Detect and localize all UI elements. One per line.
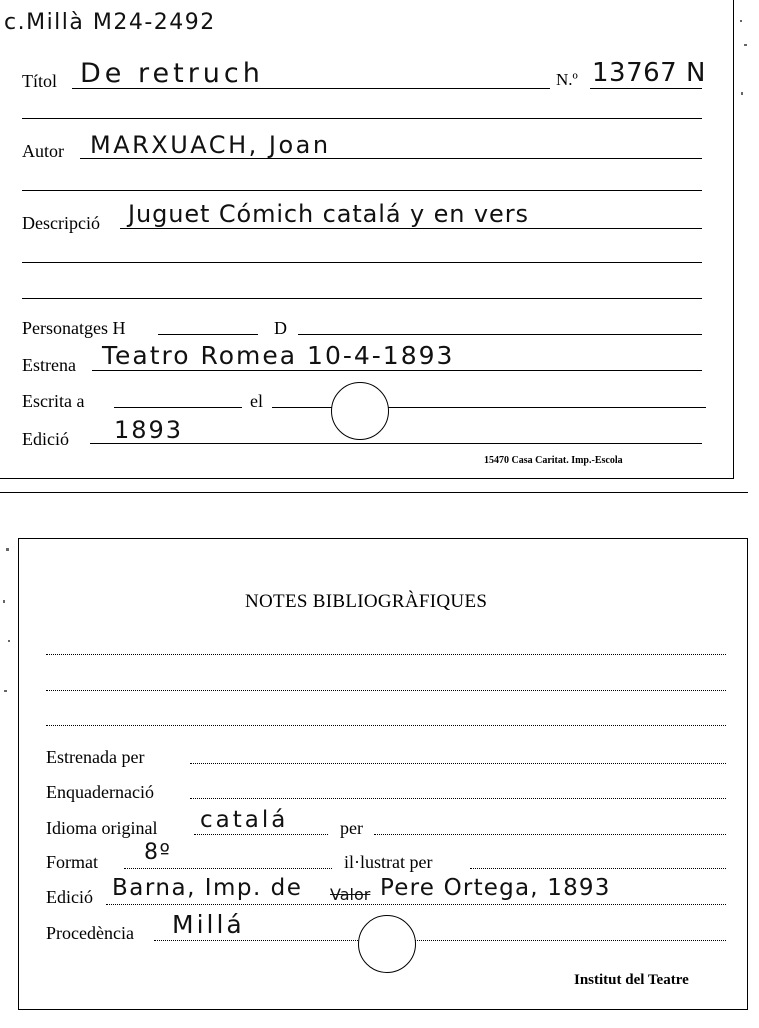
estrena-value: Teatro Romea 10-4-1893 [102,341,455,370]
scan-artifact [4,690,7,692]
scan-artifact [741,92,743,95]
estrena-line [92,370,702,371]
enquadernacio-line [190,798,726,799]
numero-line [590,88,702,89]
idioma-per-line [374,834,726,835]
descripcio-line [120,228,702,229]
format-line [124,868,332,869]
institut-footer: Institut del Teatre [574,972,689,988]
titol-label: Títol [22,71,57,91]
punch-hole-bottom [358,915,416,973]
autor-label: Autor [22,141,64,161]
escrita-label: Escrita a [22,391,85,411]
edicio-bottom-line [106,904,726,905]
personatges-d-label: D [274,318,287,338]
estrenada-label: Estrenada per [46,747,145,767]
estrenada-line [190,763,726,764]
format-value: 8º [144,840,172,865]
blank-line-1 [22,118,702,119]
notes-heading: NOTES BIBLIOGRÀFIQUES [245,591,488,612]
edicio-bottom-label: Edició [46,887,93,907]
idioma-per-label: per [340,818,363,838]
personatges-d-line [298,334,702,335]
blank-line-3 [22,262,702,263]
numero-label: N.º [556,70,578,89]
edicio-label: Edició [22,429,69,449]
edicio-bottom-value: Barna, Imp. de [112,875,303,901]
scan-artifact [6,548,9,551]
edicio-value: 1893 [114,416,184,444]
procedencia-line [154,940,726,941]
illustrat-line [470,868,726,869]
scan-artifact [744,44,747,46]
format-label: Format [46,852,98,872]
printer-footer: 15470 Casa Caritat. Imp.-Escola [484,455,623,466]
idioma-label: Idioma original [46,818,158,838]
scan-artifact [8,640,10,642]
autor-value: MARXUACH, Joan [90,131,331,159]
idioma-value: catalá [200,807,289,833]
illustrat-label: il·lustrat per [344,852,433,872]
descripcio-value: Juguet Cómich catalá y en vers [128,200,529,228]
notes-line-3 [46,725,726,726]
numero-value: 13767 N [592,58,706,88]
edicio-bottom-value-2: Pere Ortega, 1893 [380,875,611,901]
estrena-label: Estrena [22,355,76,375]
procedencia-value: Millá [172,910,245,939]
notes-line-2 [46,690,726,691]
notes-line-1 [46,654,726,655]
escrita-el-label: el [250,391,263,411]
escrita-line [114,407,242,408]
titol-line [72,88,550,89]
edicio-line [90,443,702,444]
idioma-line [194,834,328,835]
titol-value: De retruch [80,58,264,89]
scan-artifact [3,600,5,603]
scan-artifact [740,20,742,22]
procedencia-label: Procedència [46,923,134,943]
card-separator-line [0,492,748,493]
personatges-label: Personatges H [22,318,126,338]
punch-hole-top [331,382,389,440]
blank-line-2 [22,190,702,191]
blank-line-4 [22,298,702,299]
enquadernacio-label: Enquadernació [46,782,154,802]
edicio-struck-text: Valor [330,885,371,904]
archive-reference: c.Millà M24-2492 [4,10,216,35]
autor-line [80,158,702,159]
personatges-h-line [158,334,258,335]
descripcio-label: Descripció [22,213,100,233]
